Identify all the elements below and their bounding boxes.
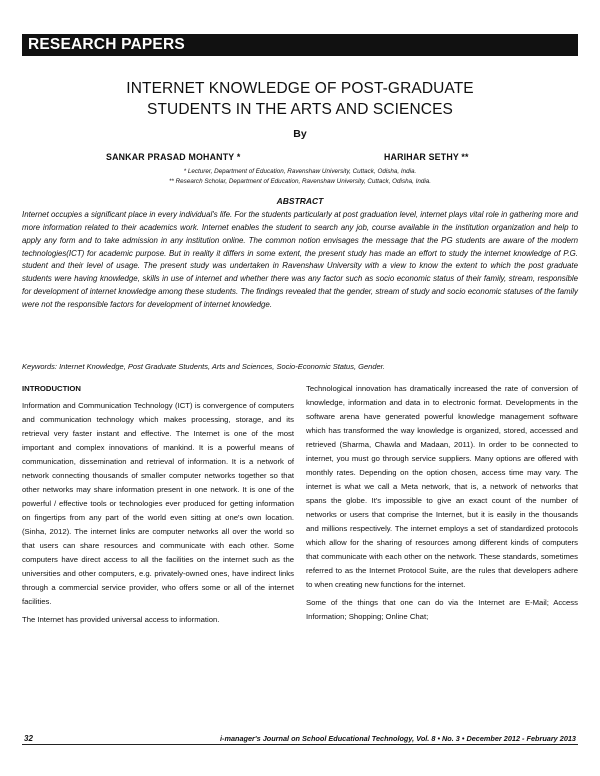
left-paragraph-2: The Internet has provided universal access to information. <box>22 615 220 624</box>
abstract-text: Internet occupies a significant place in every individual's life. For the students particularly at post graduation level, internet plays vital role in gathering more and more information related to their academics work. Internet enables the student to search any job, course available in the institution organization and help to apply any form and to take admission in any institution online. The common notion envisages the message that the PG students are aware of the modern technologies(ICT) for academic purpose. But in reality it differs in some extent, the present study has made an effort to study the internet knowledge of P.G. student and their level of usage. The present study was undertaken in Ravenshaw University with a view to know the extent to which the post graduate students were having knowledge, skills in use of internet and whether there was any factor such as socio economic status of their family, stream, responsible for development of internet knowledge among these students. The findings revealed that the gender, stream of study and socio economic statuses of the family were not the responsible factors for development of internet knowledge. <box>22 210 578 309</box>
right-column <box>306 382 578 628</box>
byline: By <box>293 128 307 140</box>
paper-title-line-1: INTERNET KNOWLEDGE OF POST-GRADUATE <box>126 80 474 97</box>
right-paragraph-2: Some of the things that one can do via the Internet are E-Mail; Access Information; Shopping; Online Chat; <box>306 598 578 621</box>
introduction-heading: INTRODUCTION <box>22 384 81 393</box>
author-2: HARIHAR SETHY ** <box>384 152 469 162</box>
right-paragraph-1: Technological innovation has dramatically increased the rate of conversion of knowledge, information and data in to electronic format. Developments in the software arena have generated powerful knowledge management software which has transformed the way knowledge is organized, stored, accessed and retrieved (Sharma, Chawla and Madaan, 2011). In order to be connected to internet, you must go through service suppliers. Many options are offered with monthly rates. Depending on the option chosen, access time may vary. The internet is what we call a Meta network, that is, a network of networks that spans the globe. It's impossible to give an exact count of the number of networks or users that comprise the Internet, but it is easily in the thousands and millions respectively. The internet employs a set of standardized protocols which allow for the sharing of resources among different kinds of computers that communicate with each other on the network. These standards, sometimes referred to as the Internet Protocol Suite, are the rules that developers adhere to when creating new functions for the internet. <box>306 384 578 589</box>
paper-title <box>0 78 600 120</box>
affiliation-1: * Lecturer, Department of Education, Ravenshaw University, Cuttack, Odisha, India. <box>183 168 417 175</box>
section-banner <box>22 34 578 56</box>
page-number: 32 <box>24 734 33 743</box>
abstract-heading: ABSTRACT <box>276 196 324 206</box>
author-1: SANKAR PRASAD MOHANTY * <box>106 152 241 162</box>
section-banner-label: RESEARCH PAPERS <box>28 36 185 53</box>
paper-title-line-2: STUDENTS IN THE ARTS AND SCIENCES <box>147 101 453 118</box>
keywords: Keywords: Internet Knowledge, Post Graduate Students, Arts and Sciences, Socio-Economic Status, Gender. <box>22 362 385 371</box>
left-paragraph-1: Information and Communication Technology (ICT) is convergence of computers and communication technology which makes processing, storage, and its retrieval very faster instant and effective. The Internet is one of the most important and complex innovations of mankind. It is a powerful means of communication, dissemination and retrieval of information. It is a network of network connecting thousands of smaller computer networks together so that other networks may share information present in one network. It is one of the powerful / effective tools or technologies ever produced for getting information on fingertips from any part of the world even sitting at one's own location. (Sinha, 2012). The internet links are computer networks all over the world so that users can share resources and communicate with each other. Some computers have direct access to all the facilities on the internet such as the universities and other computers, e.g. privately-owned ones, have indirect links through a commercial service provider, who offers some or all of the internet facilities. <box>22 401 294 606</box>
left-column <box>22 382 294 631</box>
journal-citation: i-manager's Journal on School Educational Technology, Vol. 8 • No. 3 • December 2012 - February 2013 <box>220 734 576 743</box>
footer-rule <box>22 744 578 745</box>
affiliation-2: ** Research Scholar, Department of Education, Ravenshaw University, Cuttack, Odisha, India. <box>168 178 432 185</box>
